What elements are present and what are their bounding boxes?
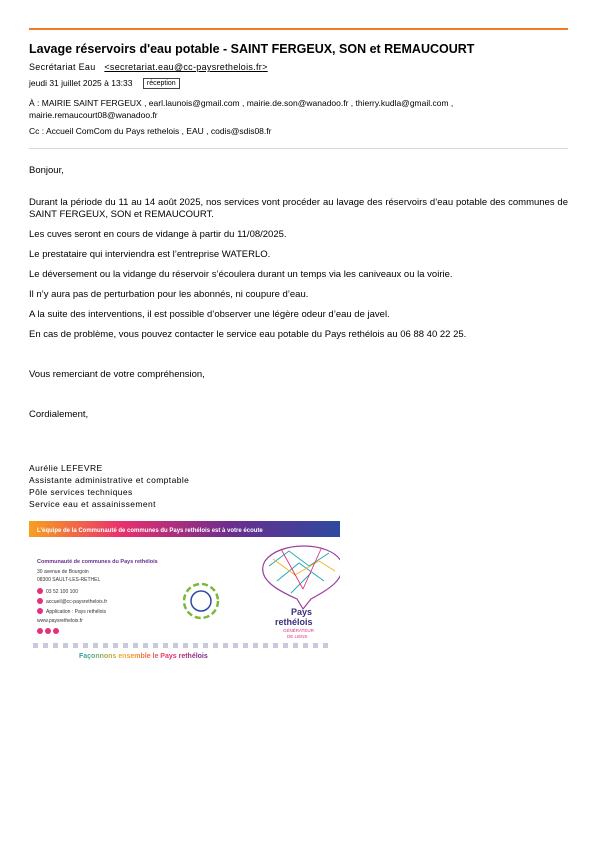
logo-text-4: DE LIENS bbox=[287, 634, 308, 639]
email-subject: Lavage réservoirs d'eau potable - SAINT FERGEUX, SON et REMAUCOURT bbox=[29, 42, 475, 56]
body-paragraph: A la suite des interventions, il est possible d’observer une légère odeur d’eau de javel. bbox=[29, 309, 390, 320]
banner-footer-slogan: Façonnons ensemble le Pays rethélois bbox=[79, 653, 208, 660]
banner-app: Application : Pays rethélois bbox=[46, 609, 107, 615]
app-icon bbox=[37, 608, 43, 614]
logo-text-1: Pays bbox=[291, 607, 313, 617]
body-paragraph: En cas de problème, vous pouvez contacter le service eau potable du Pays rethélois au 06 88 40 22 25. bbox=[29, 329, 467, 340]
pays-rethelois-logo bbox=[263, 546, 340, 639]
signature-banner bbox=[29, 521, 340, 664]
body-paragraph: Il n’y aura pas de perturbation pour les abonnés, ni coupure d’eau. bbox=[29, 289, 309, 300]
body-paragraph: Le déversement ou la vidange du réservoir s’écoulera durant un temps via les caniveaux ou la voirie. bbox=[29, 269, 453, 280]
signature-name: Aurélie LEFEVRE bbox=[29, 463, 103, 473]
signature-role: Assistante administrative et comptable bbox=[29, 475, 190, 485]
signature-department: Pôle services techniques bbox=[29, 487, 133, 497]
recipients-to-line2: mairie.remaucourt08@wanadoo.fr bbox=[29, 110, 158, 120]
sender-email-link[interactable]: <secretariat.eau@cc-paysrethelois.fr> bbox=[104, 62, 268, 72]
logo-text-3: GÉNÉRATEUR bbox=[283, 628, 314, 633]
sender-name: Secrétariat Eau bbox=[29, 62, 96, 72]
banner-org-name: Communauté de communes du Pays rethélois bbox=[37, 559, 158, 565]
body-paragraph: Le prestataire qui interviendra est l’entreprise WATERLO. bbox=[29, 249, 271, 260]
certification-seal bbox=[184, 584, 218, 618]
recipients-to-line1: À : MAIRIE SAINT FERGEUX , earl.launois@gmail.com , mairie.de.son@wanadoo.fr , thierry.kudla@gmail.com , bbox=[29, 98, 454, 108]
facebook-icon[interactable] bbox=[37, 628, 43, 634]
recipients-to bbox=[29, 97, 549, 121]
signature-block bbox=[29, 462, 189, 510]
header-accent-bar bbox=[29, 28, 568, 30]
folder-label-badge[interactable]: réception bbox=[143, 78, 180, 89]
body-paragraph: Les cuves seront en cours de vidange à partir du 11/08/2025. bbox=[29, 229, 287, 240]
phone-icon bbox=[37, 588, 43, 594]
signature-service: Service eau et assainissement bbox=[29, 499, 156, 509]
decorative-icons-row bbox=[33, 643, 328, 648]
header-divider bbox=[29, 148, 568, 149]
instagram-icon[interactable] bbox=[45, 628, 51, 634]
certification-seal-inner bbox=[191, 591, 211, 611]
banner-address-2: 08300 SAULT-LES-RETHEL bbox=[37, 577, 101, 583]
email-date: jeudi 31 juillet 2025 à 13:33 bbox=[29, 78, 133, 88]
closing-thanks: Vous remerciant de votre compréhension, bbox=[29, 369, 205, 380]
email-body bbox=[29, 165, 568, 421]
banner-phone: 03 52 100 100 bbox=[46, 589, 78, 595]
body-paragraph: Durant la période du 11 au 14 août 2025, nos services vont procéder au lavage des réservoirs d’eau potable des communes de SAINT FERGEUX, SON et REMAUCOURT. bbox=[29, 197, 568, 220]
banner-email: accueil@cc-paysrethelois.fr bbox=[46, 599, 108, 605]
recipients-cc: Cc : Accueil ComCom du Pays rethelois , EAU , codis@sdis08.fr bbox=[29, 126, 272, 136]
banner-header-text: L’équipe de la Communauté de communes du Pays rethélois est à votre écoute bbox=[37, 528, 263, 534]
logo-text-2: rethélois bbox=[275, 617, 313, 627]
banner-website[interactable]: www.paysrethelois.fr bbox=[37, 618, 83, 624]
greeting: Bonjour, bbox=[29, 165, 64, 176]
sender-line bbox=[29, 62, 268, 72]
date-line bbox=[29, 78, 180, 89]
email-icon bbox=[37, 598, 43, 604]
banner-address-1: 30 avenue de Bourgoin bbox=[37, 569, 89, 575]
closing-regards: Cordialement, bbox=[29, 409, 89, 420]
linkedin-icon[interactable] bbox=[53, 628, 59, 634]
